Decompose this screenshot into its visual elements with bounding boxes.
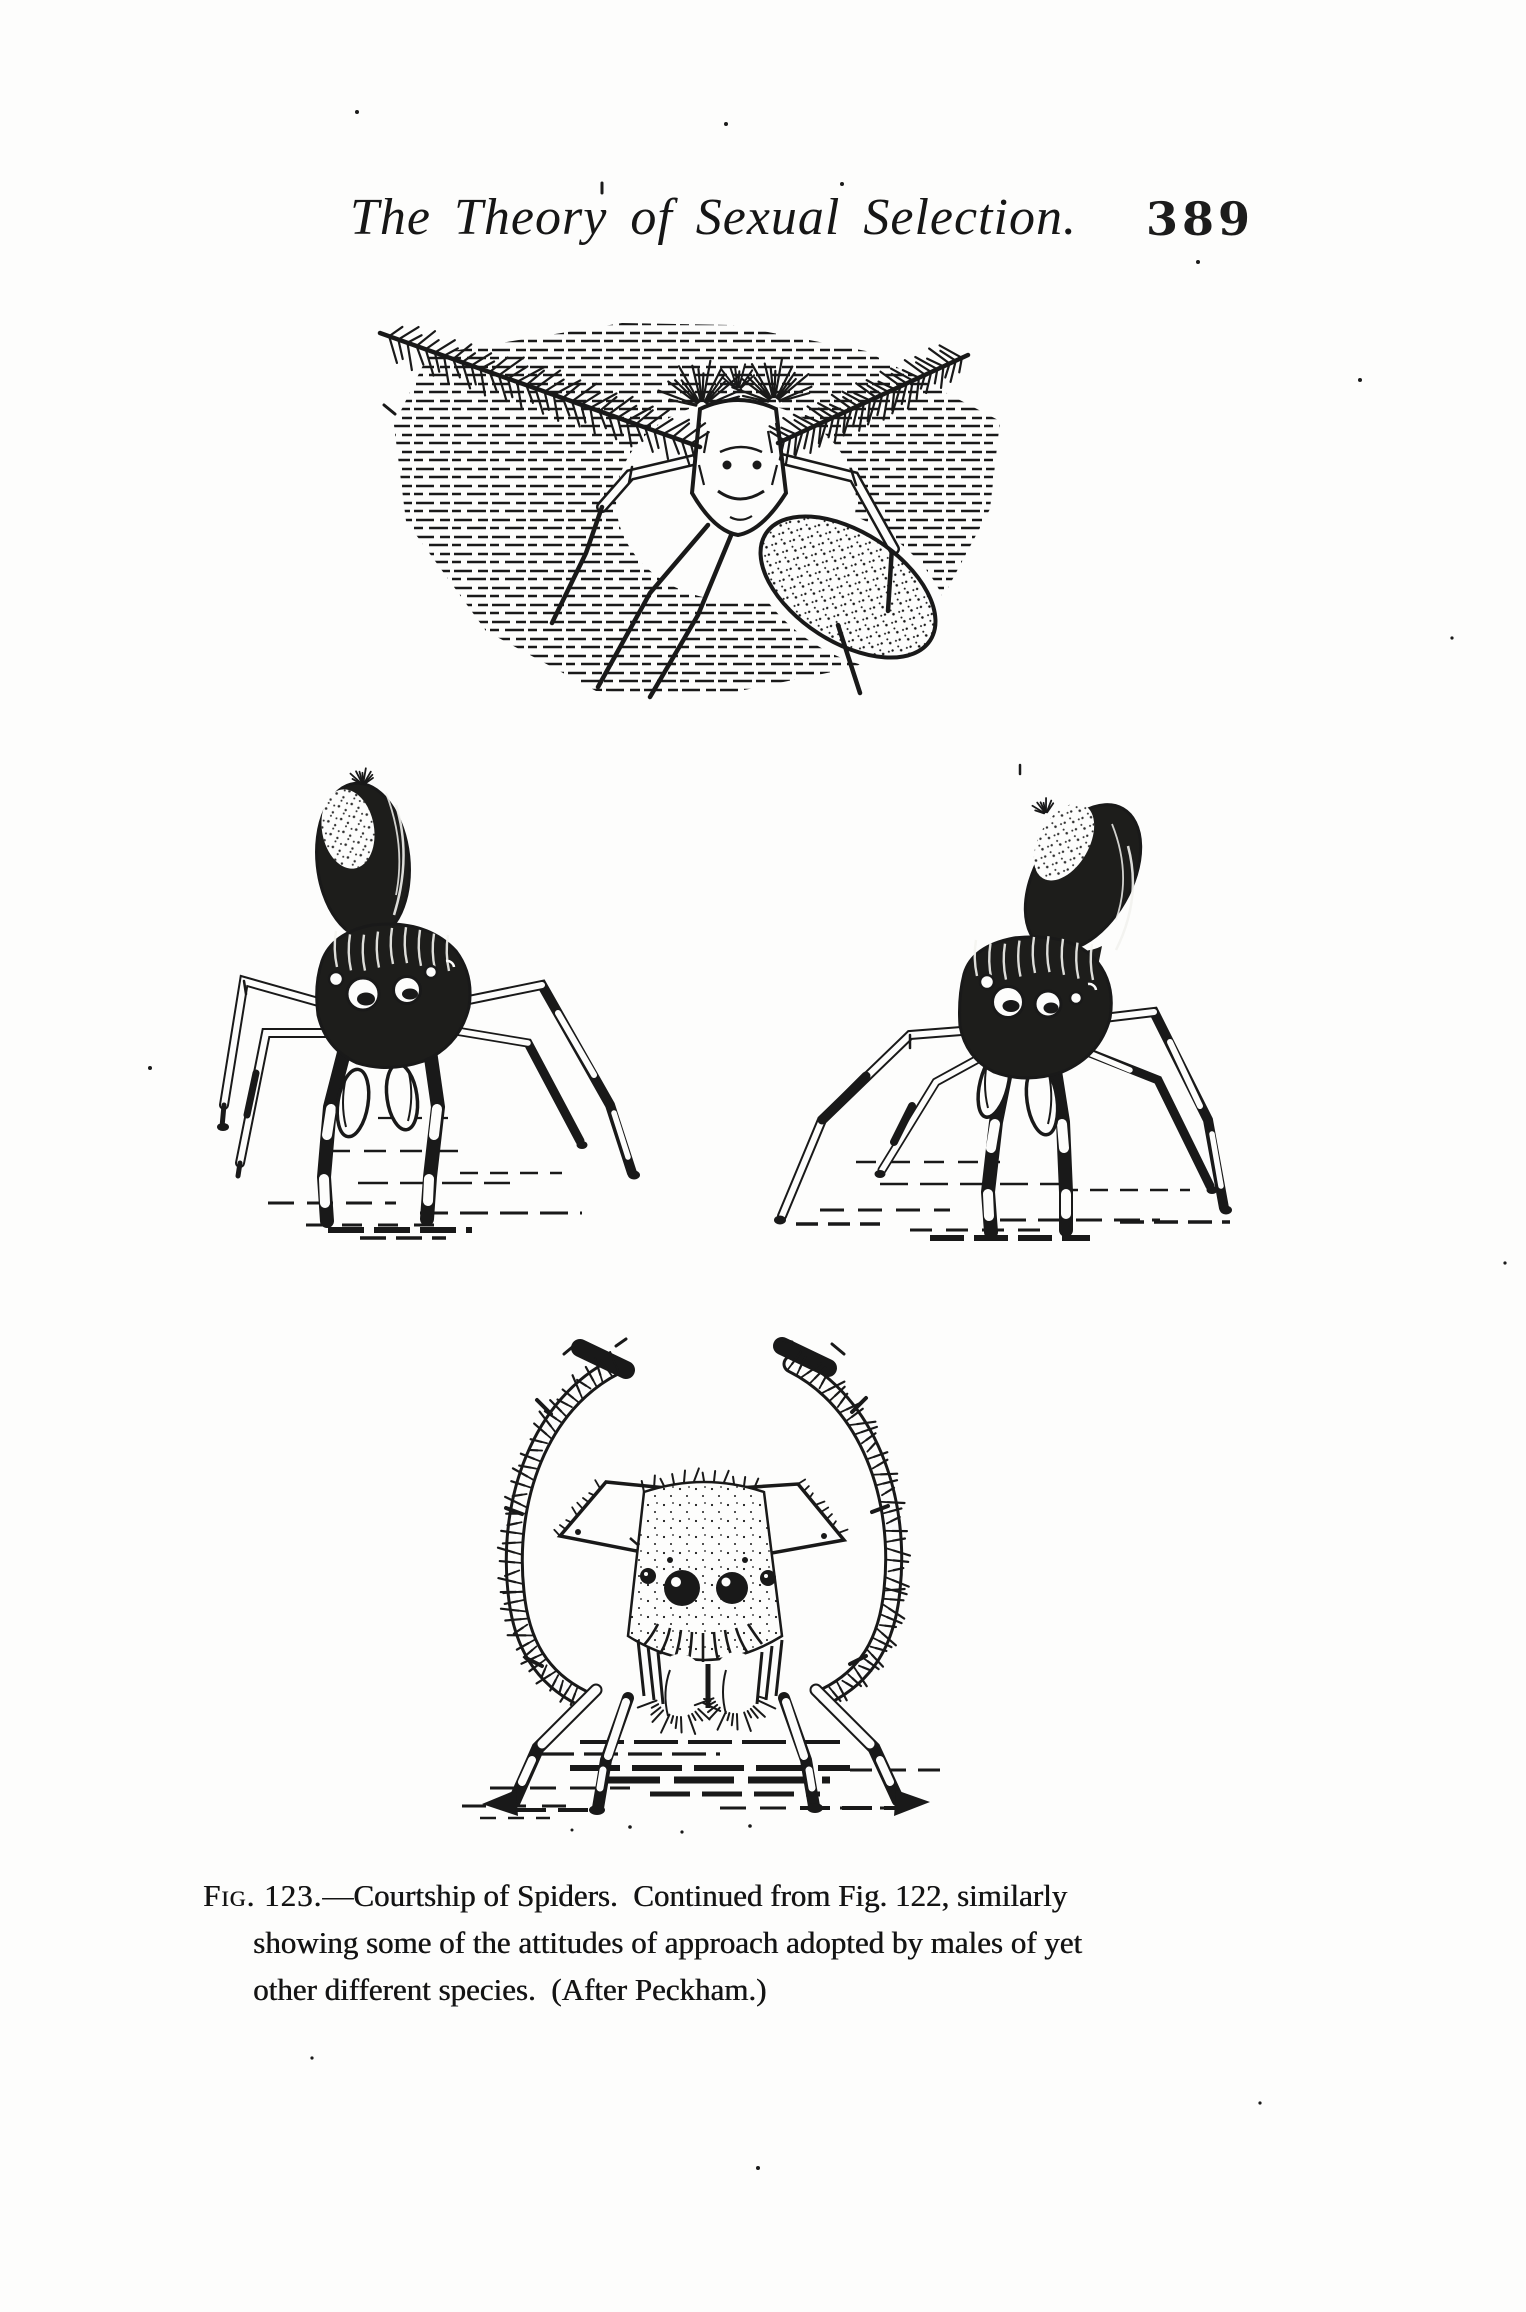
caption-line-1-text: —Courtship of Spiders. Continued from Fig. 122, similarly [322,1878,1068,1913]
scan-mark [384,405,395,414]
caption-line-2: showing some of the attitudes of approach adopted by males of yet [253,1925,1083,1960]
abdomen-tuft [1032,798,1053,813]
foot-shadows [516,1808,900,1810]
spider-left-drawing [210,775,610,1240]
caption-line-1 [203,1872,1283,1919]
cast-shadow [328,1230,472,1238]
illustration-spider-raised-forelegs [420,1340,980,1840]
cephalothorax-face [692,400,786,535]
abdomen-tuft [350,768,373,784]
rear-legs-right [454,985,640,1180]
caption-line-3: other different species. (After Peckham.) [253,1972,767,2007]
abdomen [309,779,417,944]
page-number: 389 [1146,192,1255,246]
spider-plumed-drawing [300,295,1000,705]
rear-legs-left [217,981,328,1176]
illustration-spider-plumed-forelegs [300,295,1000,705]
page-title: The Theory of Sexual Selection. [350,189,1077,246]
figure-label: Fig. 123. [203,1878,323,1913]
spider-front-drawing [420,1340,980,1840]
figure-caption [203,1872,1283,2013]
spider-right-drawing [760,790,1250,1250]
pedipalps [333,1062,422,1139]
cast-shadow [796,1222,1230,1238]
illustration-spider-raised-abdomen-left [210,775,610,1240]
illustration-spider-raised-abdomen-right [760,790,1250,1250]
rear-legs-left [774,1028,1000,1225]
